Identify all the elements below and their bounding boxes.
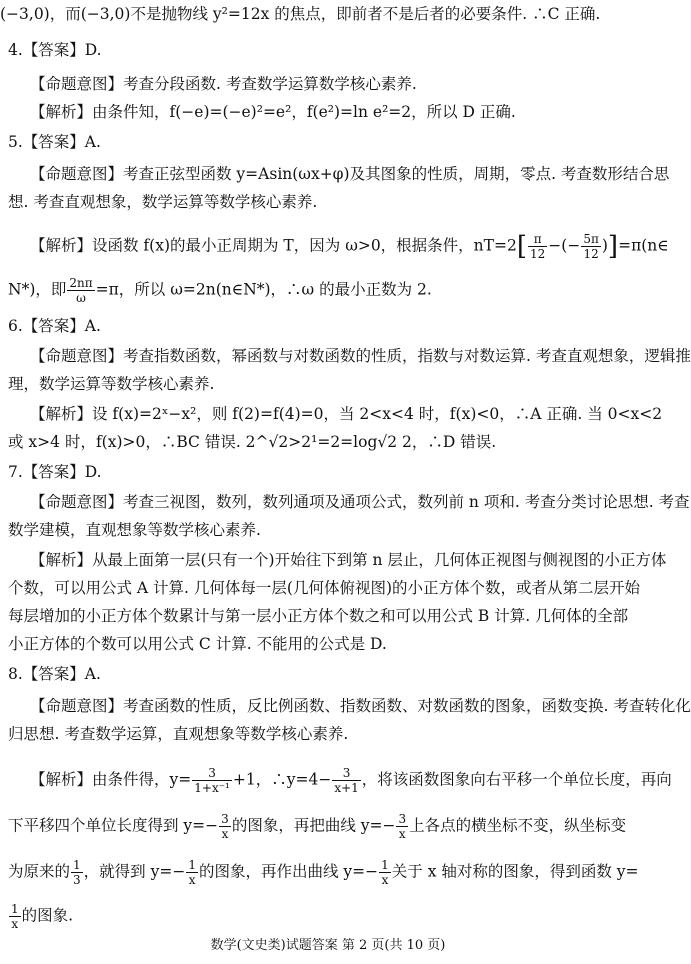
text-line: 【解析】从最上面第一层(只有一个)开始往下到第 n 层止，几何体正视图与侧视图的小正方体 — [30, 551, 667, 569]
fraction: $\frac{1}{x}$ — [381, 858, 389, 887]
fraction: $\frac{2n\pi}{\omega}$ — [69, 276, 93, 305]
fraction: $\frac{3}{x+1}$ — [334, 766, 359, 795]
text-line: 【解析】设 f(x)=2ˣ−x²，则 f(2)=f(4)=0，当 2<x<4 时，f(x)<0，∴A 正确. 当 0<x<2 — [30, 405, 663, 423]
answer-heading-5: 5.【答案】A. — [8, 133, 101, 151]
answer-heading-6: 6.【答案】A. — [8, 317, 101, 335]
text-line: 或 x>4 时，f(x)>0，∴BC 错误. 2^√2>2¹=2=log√2 2，∴D 错误. — [8, 433, 497, 451]
answer-heading-7: 7.【答案】D. — [8, 463, 102, 481]
text-line: 个数，可以用公式 A 计算. 几何体每一层(几何体俯视图)的小正方体个数，或者从第二层开始 — [8, 579, 640, 597]
formula-line: 为原来的 $\frac{1}{3}$ ，就得到 y=− $\frac{1}{x}$ 的图象，再作出曲线 y=− $\frac{1}{x}$ 关于 x 轴对称的图象，得到函数 y= — [8, 858, 639, 887]
fraction: $\frac{1}{x}$ — [188, 858, 196, 887]
fraction: $\frac{3}{x}$ — [398, 812, 407, 841]
text-line: 每层增加的小正方体个数累计与第一层小正方体个数之和可以用公式 B 计算. 几何体的全部 — [8, 607, 629, 625]
text-line: 想. 考查直观想象，数学运算等数学核心素养. — [8, 193, 318, 211]
formula-line: 【解析】由条件得，y= $\frac{3}{\text{1+x⁻¹}}$ +1，∴y=4− $\frac{3}{x+1}$ ，将该函数图象向右平移一个单位长度，再向 — [30, 766, 672, 795]
text-line: 【命题意图】考查指数函数，幂函数与对数函数的性质，指数与对数运算. 考查直观想象，逻辑推 — [30, 347, 691, 365]
text-line: 数学建模，直观想象等数学核心素养. — [8, 521, 261, 539]
page-footer: 数学(文史类)试题答案 第 2 页(共 10 页) — [210, 938, 446, 953]
text-line: 【命题意图】考查分段函数. 考查数学运算数学核心素养. — [30, 75, 417, 93]
formula-line: N*)，即 $\frac{2n\pi}{\omega}$ =π，所以 ω=2n(n∈N*)，∴ω 的最小正数为 2. — [8, 276, 432, 305]
text-line: 【命题意图】考查函数的性质，反比例函数、指数函数、对数函数的图象，函数变换. 考查转化化 — [30, 697, 691, 715]
formula-line: 下平移四个单位长度得到 y=− $\frac{3}{x}$ 的图象，再把曲线 y=− $\frac{3}{x}$ 上各点的横坐标不变，纵坐标变 — [8, 812, 627, 841]
text-line: 【命题意图】考查三视图，数列，数列通项及通项公式，数列前 n 项和. 考查分类讨论思想. 考查 — [30, 493, 690, 511]
text-line: 【命题意图】考查正弦型函数 y=Asin(ωx+φ)及其图象的性质，周期，零点. 考查数形结合思 — [30, 165, 670, 183]
fraction: $\frac{\pi}{12}$ — [530, 232, 546, 261]
text-line: (−3,0)，而(−3,0)不是抛物线 y²=12x 的焦点，即前者不是后者的必要条件. ∴C 正确. — [0, 5, 601, 23]
fraction: $\frac{1}{x}$ — [11, 902, 19, 931]
text-line: 理，数学运算等数学核心素养. — [8, 375, 215, 393]
fraction: $\frac{3}{\text{1+x⁻¹}}$ — [194, 766, 230, 795]
text-line: 小正方体的个数可以用公式 C 计算. 不能用的公式是 D. — [8, 635, 387, 653]
fraction: $\frac{5\pi}{12}$ — [583, 232, 599, 261]
answer-heading-4: 4.【答案】D. — [8, 41, 102, 59]
text-line: 【解析】由条件知，f(−e)=(−e)²=e²，f(e²)=ln e²=2，所以 D 正确. — [30, 103, 516, 121]
formula-line: 【解析】设函数 f(x)的最小正周期为 T，因为 ω>0，根据条件，nT=2[ $\frac{\pi}{12}$ −(− $\frac{5\pi}{12}$ )]=π(n∈ — [30, 231, 669, 262]
answer-heading-8: 8.【答案】A. — [8, 665, 101, 683]
text-line: 归思想. 考查数学运算，直观想象等数学核心素养. — [8, 725, 349, 743]
fraction: $\frac{3}{x}$ — [221, 812, 229, 841]
fraction: $\frac{1}{3}$ — [73, 858, 81, 887]
formula-line: $\frac{1}{x}$ 的图象. — [11, 902, 74, 931]
